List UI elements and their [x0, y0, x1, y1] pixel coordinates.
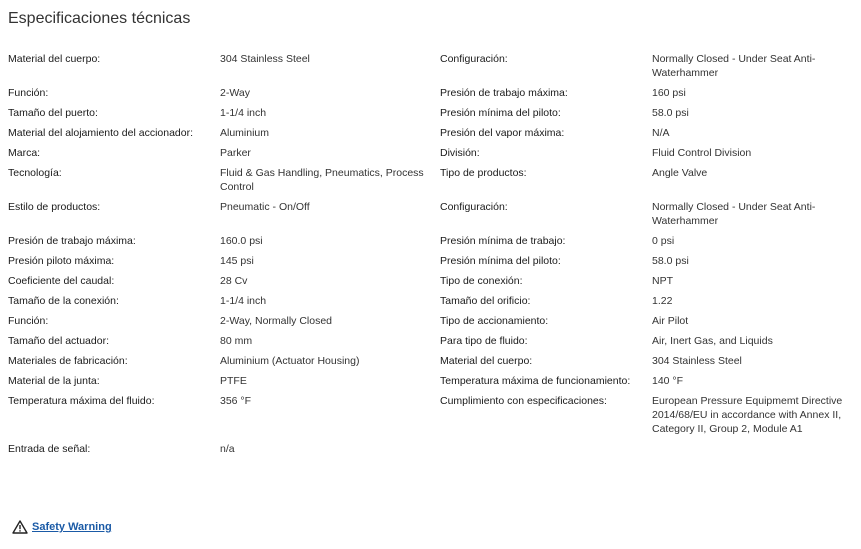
spec-value: 1-1/4 inch	[220, 295, 267, 307]
spec-label	[440, 442, 652, 462]
spec-value: 160 psi	[652, 87, 686, 99]
spec-label: Marca:	[8, 147, 41, 159]
spec-value: Pneumatic - On/Off	[220, 201, 310, 213]
spec-label: Configuración:	[440, 201, 508, 213]
spec-value: 160.0 psi	[220, 235, 263, 247]
spec-label: Para tipo de fluido:	[440, 335, 528, 347]
spec-label: Material del cuerpo:	[440, 355, 533, 367]
spec-label: Función:	[8, 315, 49, 327]
spec-value: 1-1/4 inch	[220, 107, 267, 119]
spec-label: Presión de trabajo máxima:	[8, 235, 136, 247]
spec-value: Air Pilot	[652, 315, 689, 327]
spec-label: Tamaño de la conexión:	[8, 295, 119, 307]
spec-label: Materiales de fabricación:	[8, 355, 128, 367]
spec-label: Presión del vapor máxima:	[440, 127, 565, 139]
spec-label: Material del cuerpo:	[8, 53, 101, 65]
spec-value: Parker	[220, 147, 251, 159]
spec-value: 1.22	[652, 295, 673, 307]
spec-value: 304 Stainless Steel	[652, 355, 742, 367]
spec-label: Coeficiente del caudal:	[8, 275, 115, 287]
spec-value: 2-Way	[220, 87, 250, 99]
spec-label: Estilo de productos:	[8, 201, 101, 213]
spec-label: Presión mínima del piloto:	[440, 107, 561, 119]
spec-value: 140 °F	[652, 375, 684, 387]
page-title: Especificaciones técnicas	[8, 10, 191, 27]
spec-label: Material del alojamiento del accionador:	[8, 127, 194, 139]
spec-value: PTFE	[220, 375, 247, 387]
spec-label: Tipo de accionamiento:	[440, 315, 549, 327]
spec-label: Presión de trabajo máxima:	[440, 87, 568, 99]
spec-value: N/A	[652, 127, 670, 139]
spec-value: Air, Inert Gas, and Liquids	[652, 335, 773, 347]
spec-label: Función:	[8, 87, 49, 99]
spec-label: Tipo de productos:	[440, 167, 527, 179]
spec-label: Temperatura máxima del fluido:	[8, 395, 155, 407]
spec-value	[652, 442, 853, 462]
spec-label: Entrada de señal:	[8, 443, 91, 455]
spec-value: 28 Cv	[220, 275, 248, 287]
spec-value: Fluid Control Division	[652, 147, 752, 159]
spec-label: Tamaño del puerto:	[8, 107, 98, 119]
spec-value: Normally Closed - Under Seat Anti-Waterhammer	[652, 53, 816, 79]
spec-value: Aluminium	[220, 127, 270, 139]
spec-label: Presión piloto máxima:	[8, 255, 115, 267]
spec-label: Presión mínima del piloto:	[440, 255, 561, 267]
spec-value: Angle Valve	[652, 167, 708, 179]
spec-value: n/a	[220, 443, 235, 455]
spec-value: European Pressure Equipmemt Directive 2014/68/EU in accordance with Annex II, Category II, Group 2, Module A1	[652, 395, 843, 435]
spec-label: División:	[440, 147, 480, 159]
spec-label: Tecnología:	[8, 167, 62, 179]
specs-table	[8, 52, 853, 462]
spec-value: 58.0 psi	[652, 255, 689, 267]
spec-value: 145 psi	[220, 255, 254, 267]
spec-value: Aluminium (Actuator Housing)	[220, 355, 360, 367]
spec-label: Configuración:	[440, 53, 508, 65]
spec-label: Tipo de conexión:	[440, 275, 523, 287]
spec-value: 58.0 psi	[652, 107, 689, 119]
spec-value: Normally Closed - Under Seat Anti-Waterhammer	[652, 201, 816, 227]
spec-label: Tamaño del actuador:	[8, 335, 109, 347]
spec-value: NPT	[652, 275, 673, 287]
spec-value: 0 psi	[652, 235, 675, 247]
spec-value: 80 mm	[220, 335, 253, 347]
safety-warning-link[interactable]	[12, 520, 112, 534]
safety-warning-label[interactable]: Safety Warning	[32, 521, 112, 533]
spec-label: Cumplimiento con especificaciones:	[440, 395, 607, 407]
spec-value: Fluid & Gas Handling, Pneumatics, Process Control	[220, 167, 424, 193]
warning-triangle-icon	[12, 520, 28, 534]
spec-label: Tamaño del orificio:	[440, 295, 531, 307]
spec-value: 2-Way, Normally Closed	[220, 315, 333, 327]
spec-label: Presión mínima de trabajo:	[440, 235, 566, 247]
spec-label: Material de la junta:	[8, 375, 100, 387]
spec-value: 356 °F	[220, 395, 252, 407]
spec-label: Temperatura máxima de funcionamiento:	[440, 375, 631, 387]
spec-value: 304 Stainless Steel	[220, 53, 310, 65]
